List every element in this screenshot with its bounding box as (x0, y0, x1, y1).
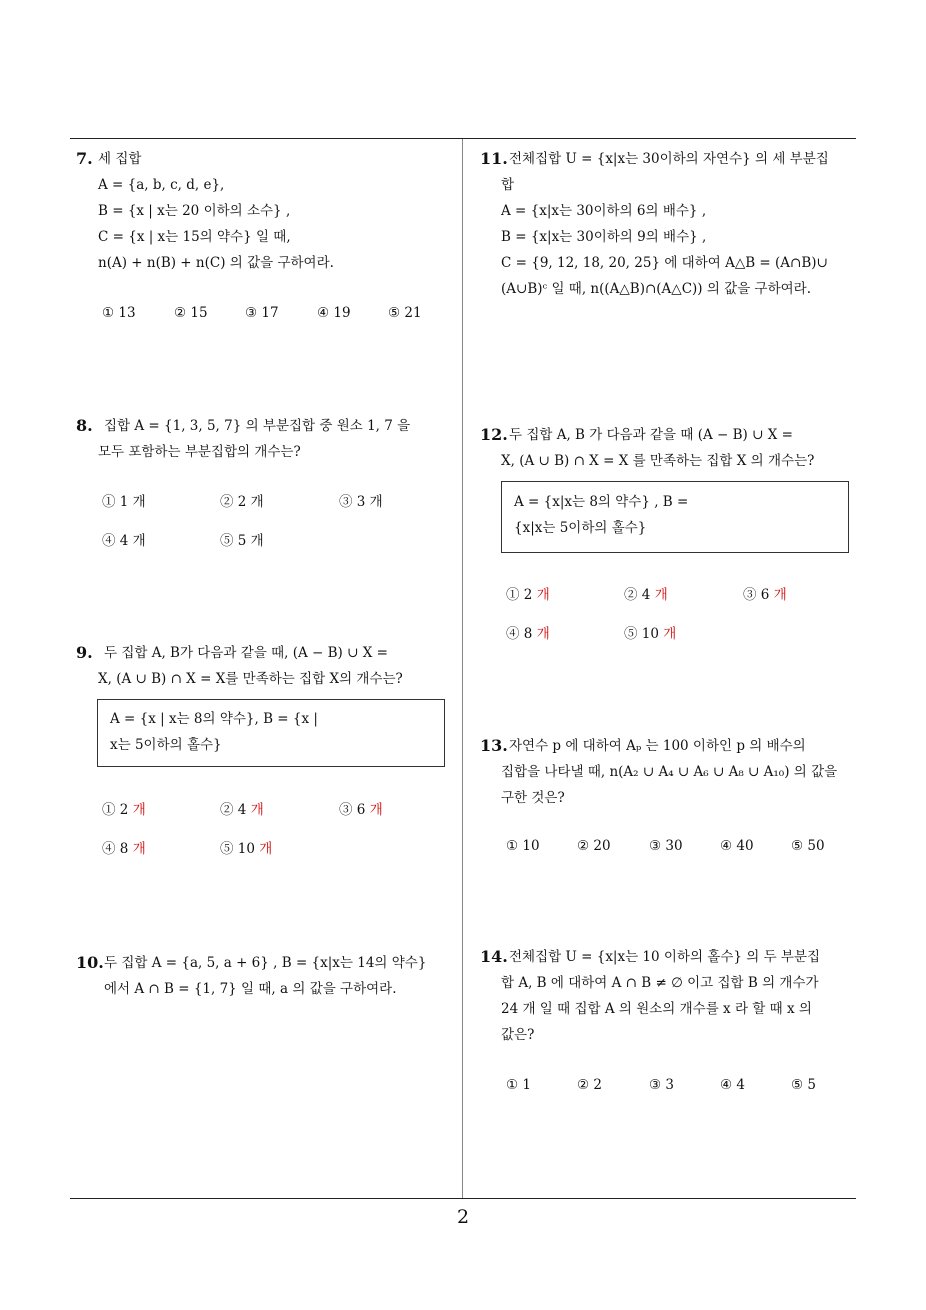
question-text-line: A = {x|x는 30이하의 6의 배수} , (501, 203, 707, 219)
answer-choice[interactable]: ① 2 개 (506, 587, 550, 603)
answer-choice[interactable]: ④ 8 개 (506, 626, 550, 642)
question-text-line: 24 개 일 때 집합 A 의 원소의 개수를 x 라 할 때 x 의 (501, 1001, 812, 1017)
question-text-line: A = {a, b, c, d, e}, (98, 177, 225, 193)
answer-choice[interactable]: ⑤ 21 (388, 305, 422, 321)
answer-choice[interactable]: ② 20 (577, 838, 611, 854)
question-14 (480, 944, 860, 1104)
condition-text-line: A = {x | x는 8의 약수}, B = {x | (110, 711, 318, 727)
question-7 (76, 146, 456, 336)
question-text-line: n(A) + n(B) + n(C) 의 값을 구하여라. (98, 255, 334, 271)
question-text-line: 두 집합 A, B가 다음과 같을 때, (A − B) ∪ X = (104, 645, 388, 661)
answer-choice[interactable]: ⑤ 50 (791, 838, 825, 854)
answer-choice[interactable]: ① 13 (102, 305, 136, 321)
question-number: 11. (480, 149, 508, 168)
answer-choice[interactable]: ③ 6 개 (743, 587, 787, 603)
question-text-line: X, (A ∪ B) ∩ X = X 를 만족하는 집합 X 의 개수는? (501, 453, 815, 469)
question-text-line: X, (A ∪ B) ∩ X = X를 만족하는 집합 X의 개수는? (98, 671, 403, 687)
answer-choice[interactable]: ① 2 개 (102, 802, 146, 818)
answer-choice[interactable]: ④ 4 개 (102, 533, 146, 549)
question-text-line: 에서 A ∩ B = {1, 7} 일 때, a 의 값을 구하여라. (104, 981, 397, 997)
answer-choice[interactable]: ③ 17 (245, 305, 279, 321)
question-text-line: C = {x | x는 15의 약수} 일 때, (98, 229, 291, 245)
answer-choice[interactable]: ② 2 (577, 1077, 602, 1093)
question-9 (76, 640, 456, 870)
question-text-line: 전체집합 U = {x|x는 30이하의 자연수} 의 세 부분집 (509, 151, 829, 167)
answer-choice[interactable]: ⑤ 5 개 (220, 533, 264, 549)
question-text-line: B = {x|x는 30이하의 9의 배수} , (501, 229, 707, 245)
question-text-line: B = {x | x는 20 이하의 소수} , (98, 203, 291, 219)
question-text-line: 값은? (501, 1027, 535, 1043)
question-10 (76, 950, 456, 1010)
answer-choice[interactable]: ④ 8 개 (102, 841, 146, 857)
question-11 (480, 146, 860, 316)
question-number: 14. (480, 947, 508, 966)
answer-choice[interactable]: ⑤ 5 (791, 1077, 816, 1093)
question-12 (480, 422, 860, 652)
question-text-line: 집합을 나타낼 때, n(A₂ ∪ A₄ ∪ A₆ ∪ A₈ ∪ A₁₀) 의 값을 (501, 764, 838, 780)
answer-choice[interactable]: ③ 6 개 (339, 802, 383, 818)
question-number: 9. (76, 643, 93, 662)
question-text-line: 구한 것은? (501, 790, 565, 806)
answer-choice[interactable]: ① 1 (506, 1077, 531, 1093)
question-number: 7. (76, 149, 93, 168)
answer-choice[interactable]: ⑤ 10 개 (220, 841, 273, 857)
question-text-line: 전체집합 U = {x|x는 10 이하의 홀수} 의 두 부분집 (509, 949, 821, 965)
question-text-line: (A∪B)ᶜ 일 때, n((A△B)∩(A△C)) 의 값을 구하여라. (501, 281, 812, 297)
question-text-line: 자연수 p 에 대하여 Aₚ 는 100 이하인 p 의 배수의 (509, 738, 806, 754)
condition-text-line: {x|x는 5이하의 홀수} (514, 520, 647, 536)
question-text-line: 세 집합 (98, 151, 142, 167)
question-13 (480, 733, 860, 873)
question-number: 12. (480, 425, 508, 444)
bottom-rule (70, 1198, 856, 1199)
condition-text-line: A = {x|x는 8의 약수} , B = (514, 494, 689, 510)
question-text-line: 집합 A = {1, 3, 5, 7} 의 부분집합 중 원소 1, 7 을 (104, 418, 411, 434)
answer-choice[interactable]: ② 4 개 (220, 802, 264, 818)
question-number: 13. (480, 736, 508, 755)
top-rule (70, 138, 856, 139)
page-number: 2 (456, 1206, 470, 1228)
answer-choice[interactable]: ⑤ 10 개 (624, 626, 677, 642)
question-number: 8. (76, 416, 93, 435)
question-text-line: C = {9, 12, 18, 20, 25} 에 대하여 A△B = (A∩B)∪ (501, 255, 828, 271)
question-text-line: 모두 포함하는 부분집합의 개수는? (98, 444, 301, 460)
column-divider (462, 139, 463, 1199)
question-number: 10. (76, 953, 104, 972)
condition-box (501, 481, 849, 553)
condition-text-line: x는 5이하의 홀수} (110, 737, 222, 753)
answer-choice[interactable]: ④ 40 (720, 838, 754, 854)
answer-choice[interactable]: ④ 4 (720, 1077, 745, 1093)
answer-choice[interactable]: ① 1 개 (102, 494, 146, 510)
answer-choice[interactable]: ② 15 (174, 305, 208, 321)
question-text-line: 합 (501, 177, 515, 193)
answer-choice[interactable]: ② 2 개 (220, 494, 264, 510)
answer-choice[interactable]: ③ 30 (649, 838, 683, 854)
question-text-line: 두 집합 A, B 가 다음과 같을 때 (A − B) ∪ X = (509, 427, 793, 443)
question-8 (76, 413, 456, 563)
condition-box (97, 699, 445, 767)
answer-choice[interactable]: ② 4 개 (624, 587, 668, 603)
answer-choice[interactable]: ③ 3 (649, 1077, 674, 1093)
question-text-line: 두 집합 A = {a, 5, a + 6} , B = {x|x는 14의 약수} (104, 955, 427, 971)
answer-choice[interactable]: ③ 3 개 (339, 494, 383, 510)
question-text-line: 합 A, B 에 대하여 A ∩ B ≠ ∅ 이고 집합 B 의 개수가 (501, 975, 819, 991)
answer-choice[interactable]: ① 10 (506, 838, 540, 854)
answer-choice[interactable]: ④ 19 (317, 305, 351, 321)
